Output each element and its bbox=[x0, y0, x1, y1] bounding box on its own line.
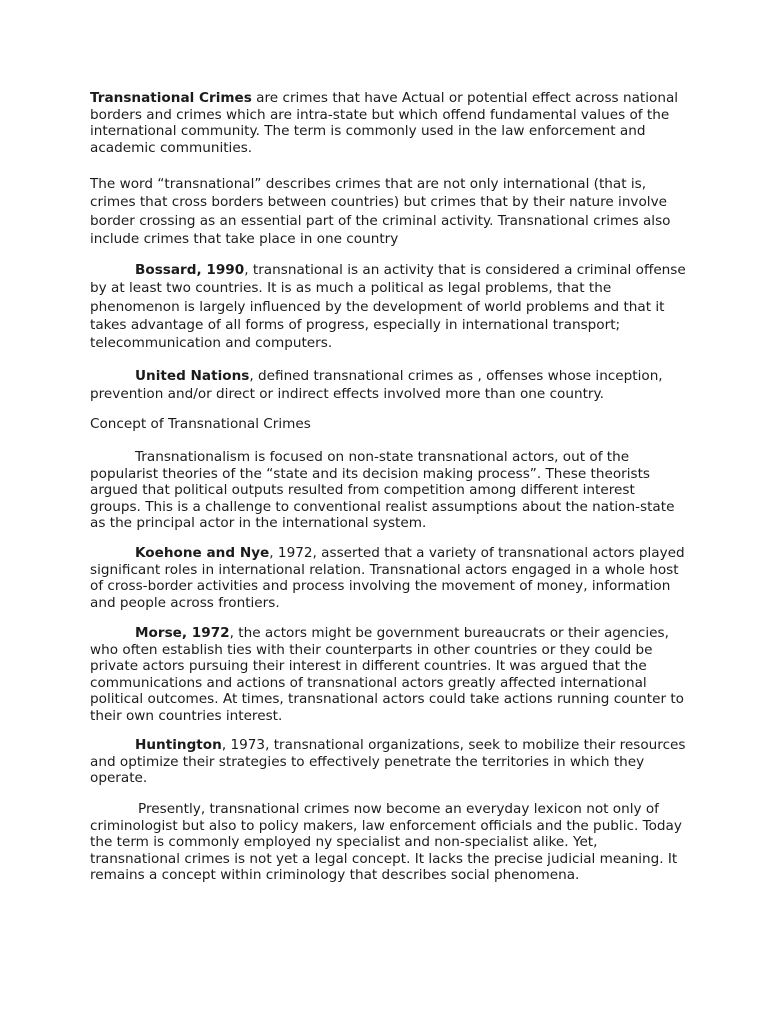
paragraph-morse bbox=[90, 625, 686, 725]
citation-bossard: Bossard, 1990 bbox=[135, 262, 245, 278]
citation-united-nations: United Nations bbox=[135, 368, 250, 384]
paragraph-huntington bbox=[90, 737, 686, 787]
term-transnational-crimes: Transnational Crimes bbox=[90, 90, 252, 106]
paragraph-huntington-text: , 1973, transnational organizations, seek to mobilize their resources and optimize their strategies to effectively penetrate the territories in which they operate. bbox=[90, 737, 686, 787]
paragraph-presently bbox=[90, 801, 686, 884]
paragraph-koehone-nye-text: , 1972, asserted that a variety of transnational actors played significant roles in international relation. Transnational actors engaged in a whole host of cross-border activities and process involving the movement of money, information and people across frontiers. bbox=[90, 545, 685, 611]
section-heading: Concept of Transnational Crimes bbox=[90, 416, 311, 432]
paragraph-definition bbox=[90, 90, 686, 156]
citation-morse: Morse, 1972 bbox=[135, 625, 230, 641]
paragraph-transnationalism-text: Transnationalism is focused on non-state transnational actors, out of the popularist theories of the “state and its decision making process”. These theorists argued that political outputs resulted from competition among different interest groups. This is a challenge to conventional realist assumptions about the nation-state as the principal actor in the international system. bbox=[90, 449, 675, 532]
paragraph-word-transnational-text: The word “transnational” describes crimes that are not only international (that is, crimes that cross borders between countries) but crimes that by their nature involve border crossing as an essential part of the criminal activity. Transnational crimes also include crimes that take place in one country bbox=[90, 176, 671, 247]
citation-koehone-nye: Koehone and Nye bbox=[135, 545, 270, 561]
paragraph-transnationalism bbox=[90, 449, 686, 532]
paragraph-united-nations bbox=[90, 367, 686, 404]
paragraph-bossard bbox=[90, 261, 686, 352]
paragraph-morse-text: , the actors might be government bureaucrats or their agencies, who often establish ties with their counterparts in other countries or they could be private actors pursuing their interest in different countries. It was argued that the communications and actions of transnational actors greatly affected international political outcomes. At times, transnational actors could take actions running counter to their own countries interest. bbox=[90, 625, 685, 724]
paragraph-definition-text: are crimes that have Actual or potential effect across national borders and crimes which are intra-state but which offend fundamental values of the international community. The term is commonly used in the law enforcement and academic communities. bbox=[90, 90, 679, 156]
paragraph-koehone-nye bbox=[90, 545, 686, 611]
paragraph-word-transnational bbox=[90, 175, 686, 248]
paragraph-united-nations-text: , defined transnational crimes as , offenses whose inception, prevention and/or direct or indirect effects involved more than one country. bbox=[90, 368, 663, 403]
citation-huntington: Huntington bbox=[135, 737, 222, 753]
paragraph-bossard-text: , transnational is an activity that is considered a criminal offense by at least two countries. It is as much a political as legal problems, that the phenomenon is largely influenced by the development of world problems and that it takes advantage of all forms of progress, especially in international transport; telecommunication and computers. bbox=[90, 262, 686, 352]
paragraph-presently-text: Presently, transnational crimes now become an everyday lexicon not only of criminologist but also to policy makers, law enforcement officials and the public. Today the term is commonly employed ny specialist and non-specialist alike. Yet, transnational crimes is not yet a legal concept. It lacks the precise judicial meaning. It remains a concept within criminology that describes social phenomena. bbox=[90, 801, 682, 884]
